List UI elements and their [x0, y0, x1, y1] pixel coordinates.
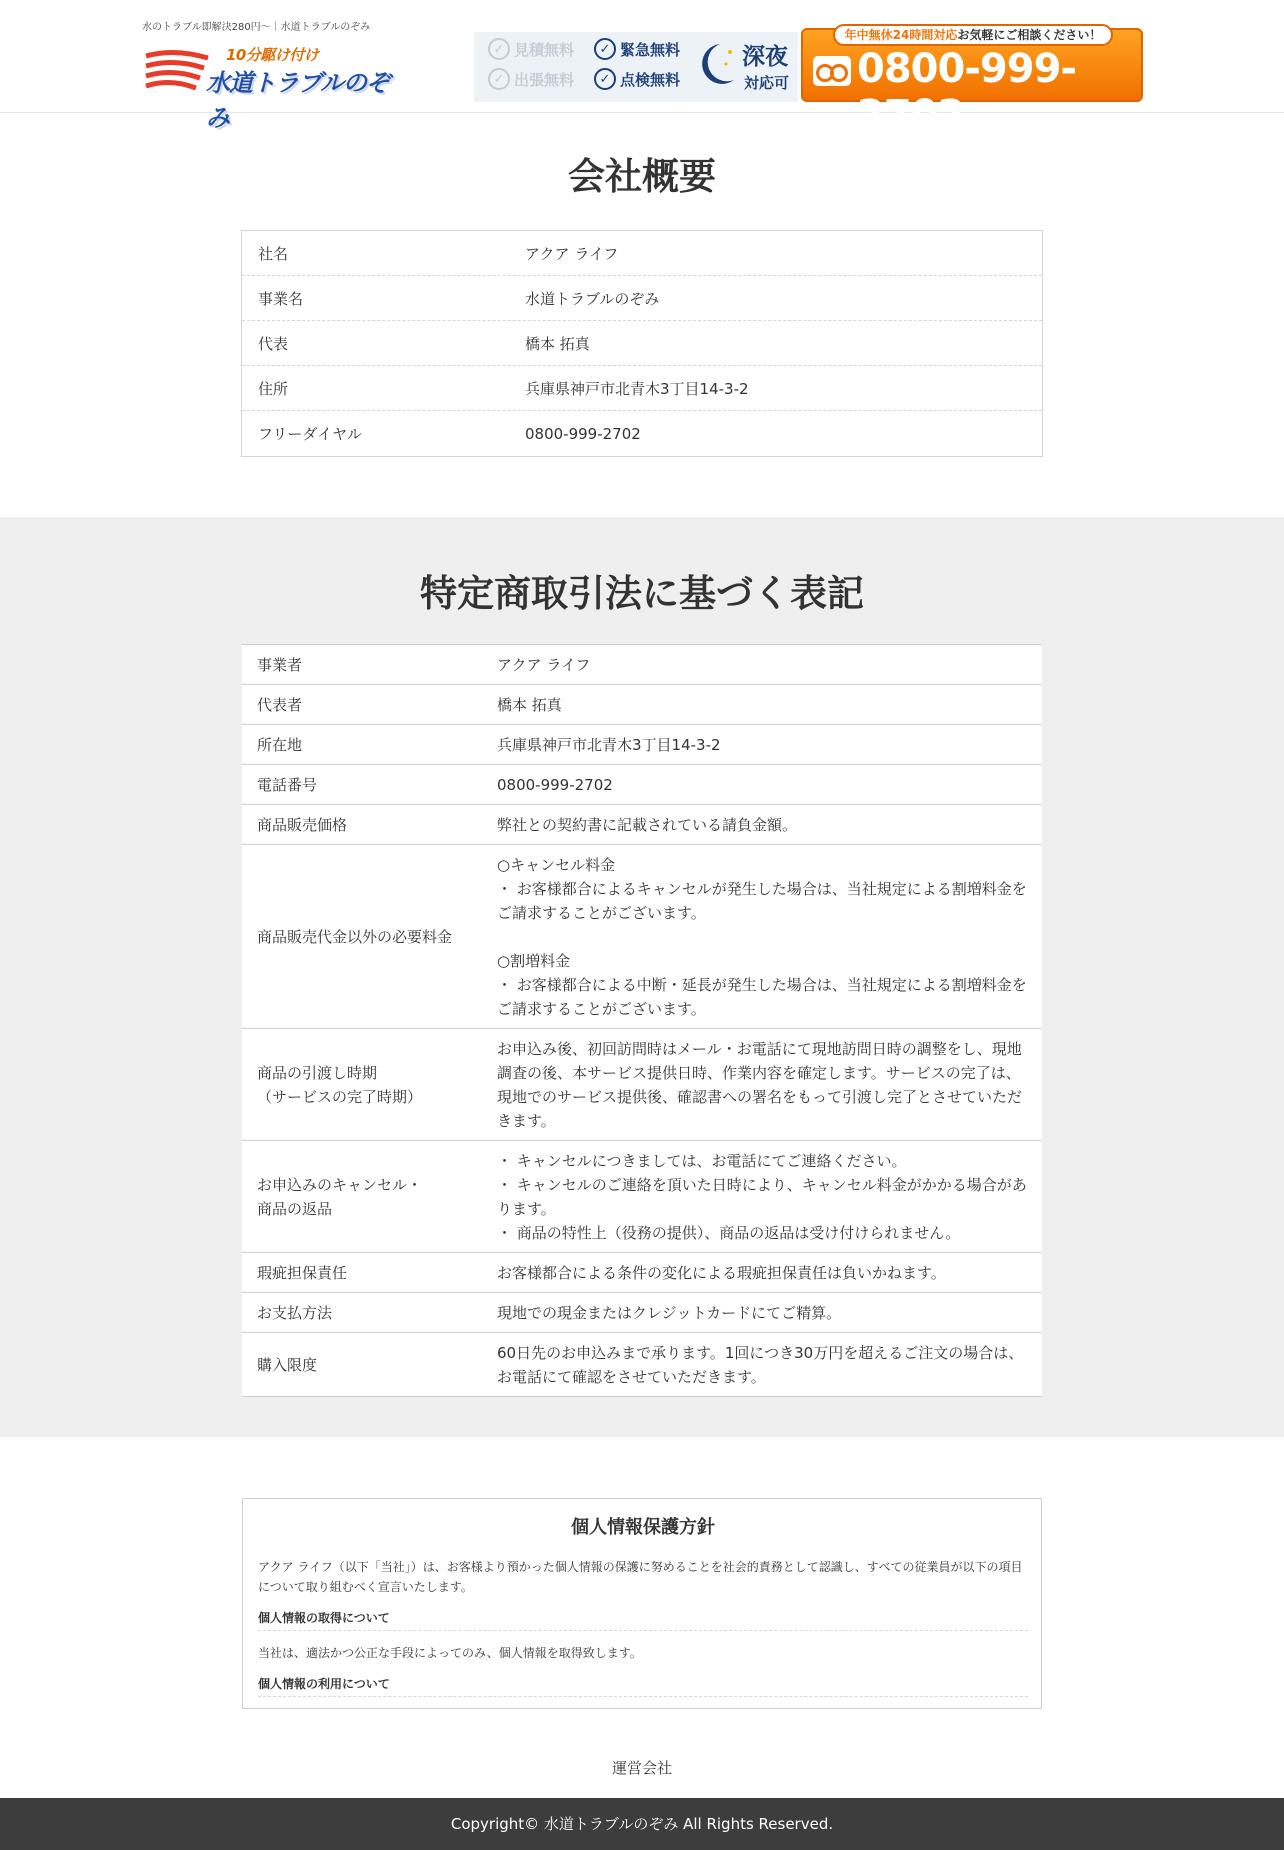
badge-label: 緊急無料: [620, 40, 681, 59]
row-value: 弊社との契約書に記載されている請負金額。: [497, 815, 798, 834]
badge-estimate: [488, 38, 574, 60]
row-value: 0800-999-2702: [525, 424, 641, 443]
badge-label: 見積無料: [514, 40, 575, 59]
row-value-cell: [497, 1341, 1042, 1389]
row-label: 商品販売代金以外の必要料金: [257, 927, 453, 946]
badge-emergency: [594, 38, 680, 60]
privacy-policy-box[interactable]: [242, 1498, 1042, 1709]
check-icon: ✓: [594, 38, 616, 60]
table-row: [242, 845, 1042, 1029]
row-label-cell: [242, 1173, 497, 1221]
row-value-cell: [497, 1037, 1042, 1133]
logo-tagline: 10分駆け付け: [226, 46, 319, 64]
phone-cta[interactable]: [801, 28, 1143, 138]
row-value: お客様都合による条件の変化による瑕疵担保責任は負いかねます。: [497, 1263, 946, 1282]
table-row: [242, 805, 1042, 845]
law-table: [242, 644, 1042, 1397]
logo-title: 水道トラブルのぞみ: [206, 69, 390, 132]
row-label: 住所: [258, 379, 289, 398]
table-row: [242, 411, 1042, 456]
row-label: 社名: [258, 244, 289, 263]
table-row: [242, 231, 1042, 276]
row-value: ○キャンセル料金 ・ お客様都合によるキャンセルが発生した場合は、当社規定による割増料金を ご請求することがございます。 ○割増料金 ・ お客様都合による中断・延長が発生した場合は、当社規定による割増料金を ご請求することがございます。: [497, 855, 1027, 1018]
operating-company-link[interactable]: 運営会社: [611, 1759, 672, 1777]
row-value: お申込み後、初回訪問時はメール・お電話にて現地訪問日時の調整をし、現地 調査の後、本サービス提供日時、作業内容を確定します。サービスの完了は、 現地でのサービス提供後、確認書への署名をもって引渡し完了とさせていただ きます。: [497, 1039, 1023, 1130]
night-label: 深夜: [742, 44, 788, 70]
logo-swoosh-icon: [144, 48, 210, 92]
table-row: [242, 645, 1042, 685]
phone-number[interactable]: 0800-999-2702: [857, 46, 1077, 138]
service-badges: [474, 32, 798, 102]
table-row: [242, 725, 1042, 765]
table-row: [242, 1293, 1042, 1333]
company-title: 会社概要: [568, 155, 716, 198]
company-table: [241, 230, 1043, 457]
table-row: [242, 321, 1042, 366]
row-label: 代表者: [257, 695, 303, 714]
badge-label: 出張無料: [514, 70, 575, 89]
site-tagline: 水のトラブル即解決280円～｜水道トラブルのぞみ: [142, 22, 371, 33]
row-value: 0800-999-2702: [497, 775, 613, 794]
row-value: 水道トラブルのぞみ: [525, 289, 660, 308]
row-label: 商品の引渡し時期 （サービスの完了時期）: [257, 1063, 423, 1106]
badge-label: 点検無料: [620, 70, 681, 89]
row-label: フリーダイヤル: [258, 425, 362, 443]
privacy-title: 個人情報保護方針: [571, 1517, 715, 1538]
row-label: 代表: [258, 334, 289, 353]
row-value: 橋本 拓真: [497, 695, 562, 714]
row-label: 事業名: [258, 289, 304, 308]
row-value: アクア ライフ: [497, 655, 591, 674]
check-icon: ✓: [488, 68, 510, 90]
row-label: お支払方法: [257, 1303, 333, 1322]
table-row: [242, 765, 1042, 805]
privacy-heading: 個人情報の利用について: [258, 1675, 1028, 1697]
free-dial-icon: [813, 56, 851, 86]
phone-note-text: お気軽にご相談ください！: [957, 28, 1102, 42]
privacy-intro: アクア ライフ（以下「当社」）は、お客様より預かった個人情報の保護に努めることを社会的責務として認識し、すべての従業員が以下の項目について取り組むべく宣言いたします。: [258, 1560, 1023, 1594]
table-row: [242, 276, 1042, 321]
law-section: [0, 517, 1284, 1437]
row-value: アクア ライフ: [525, 244, 619, 263]
moon-icon: [696, 40, 738, 88]
row-label: 事業者: [257, 655, 303, 674]
badge-inspection: [594, 68, 680, 90]
table-row: [242, 1029, 1042, 1141]
law-title: 特定商取引法に基づく表記: [420, 572, 864, 615]
site-header: [0, 0, 1284, 138]
row-value: 橋本 拓真: [525, 334, 590, 353]
row-value: 60日先のお申込みまで承ります。1回につき30万円を超えるご注文の場合は、 お電話にて確認をさせていただきます。: [497, 1343, 1024, 1386]
row-value: ・ キャンセルにつきましては、お電話にてご連絡ください。 ・ キャンセルのご連絡を頂いた日時により、キャンセル料金がかかる場合があ ります。 ・ 商品の特性上（役務の提供）、商品の返品は受け付けられません。: [497, 1151, 1027, 1242]
phone-note: [833, 24, 1113, 46]
table-row: [242, 366, 1042, 411]
table-row: [242, 1253, 1042, 1293]
row-label: 瑕疵担保責任: [257, 1263, 348, 1282]
row-label: お申込みのキャンセル・ 商品の返品: [257, 1175, 423, 1218]
check-icon: ✓: [488, 38, 510, 60]
phone-note-highlight: 年中無休24時間対応: [844, 28, 958, 42]
privacy-paragraph: 当社は、適法かつ公正な手段によってのみ、個人情報を取得致します。: [258, 1646, 642, 1660]
row-label: 所在地: [257, 735, 303, 754]
row-label: 電話番号: [257, 775, 318, 794]
table-row: [242, 1333, 1042, 1397]
row-value: 現地での現金またはクレジットカードにてご精算。: [497, 1303, 842, 1322]
check-icon: ✓: [594, 68, 616, 90]
row-label: 購入限度: [257, 1355, 318, 1374]
table-row: [242, 1141, 1042, 1253]
site-footer: [0, 1798, 1284, 1850]
table-row: [242, 685, 1042, 725]
row-value: 兵庫県神戸市北青木3丁目14-3-2: [497, 735, 721, 754]
copyright-text: Copyright© 水道トラブルのぞみ All Rights Reserved.: [450, 1815, 834, 1833]
badge-visit: [488, 68, 574, 90]
privacy-heading: 個人情報の取得について: [258, 1609, 1028, 1631]
row-value-cell: [497, 1149, 1042, 1245]
row-label: 商品販売価格: [257, 815, 348, 834]
row-value-cell: [497, 853, 1042, 1021]
night-sub-label: 対応可: [744, 74, 790, 92]
row-value: 兵庫県神戸市北青木3丁目14-3-2: [525, 379, 749, 398]
row-label-cell: [242, 1061, 497, 1109]
site-logo[interactable]: [142, 40, 412, 132]
